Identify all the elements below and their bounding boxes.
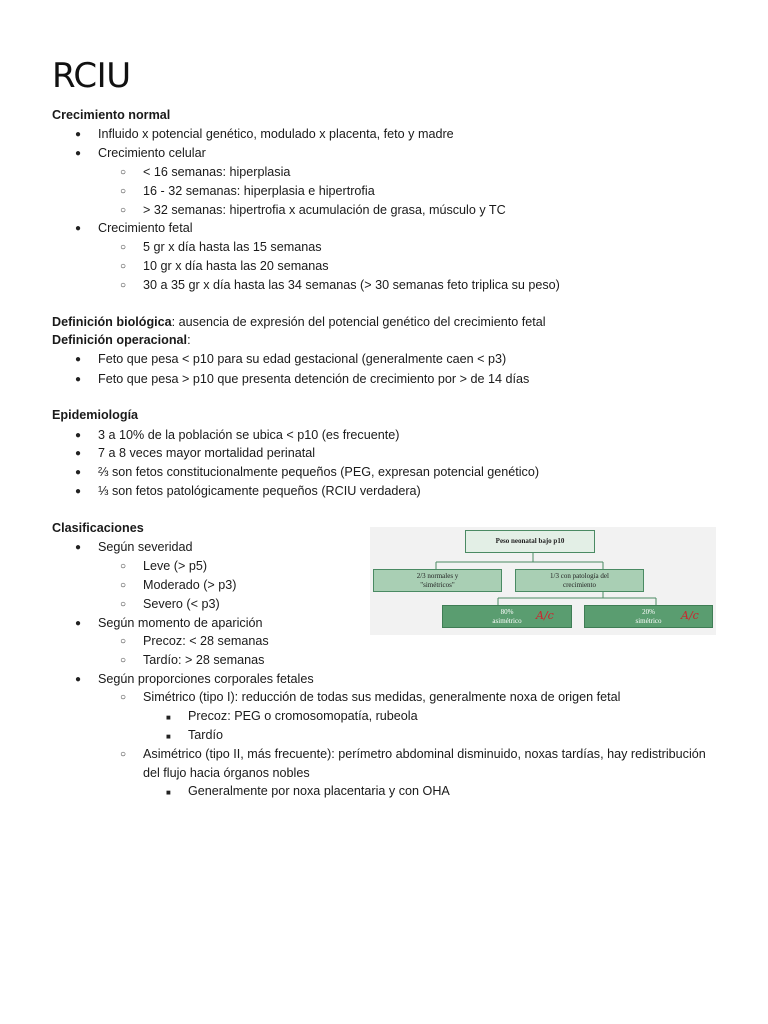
list-item: Moderado (> p3) — [143, 578, 237, 592]
bullet-icon — [120, 655, 126, 666]
section-heading-clasificaciones: Clasificaciones — [52, 521, 144, 535]
list-item: Asimétrico (tipo II, más frecuente): perímetro abdominal disminuido, noxas tardías, hay redistribución — [143, 747, 706, 761]
bullet-icon — [75, 618, 81, 629]
diagram-symmetric-label: simétrico — [635, 616, 662, 625]
list-item: Crecimiento celular — [98, 146, 206, 160]
list-item: 10 gr x día hasta las 20 semanas — [143, 259, 329, 273]
definition-text: : ausencia de expresión del potencial genético del crecimiento fetal — [171, 315, 546, 329]
list-item: Según momento de aparición — [98, 616, 263, 630]
list-item: Tardío: > 28 semanas — [143, 653, 265, 667]
list-item: > 32 semanas: hipertrofia x acumulación de grasa, músculo y TC — [143, 203, 506, 217]
bullet-icon — [120, 636, 126, 647]
list-item: Según severidad — [98, 540, 193, 554]
definition-text: : — [187, 333, 191, 347]
bullet-icon — [75, 129, 81, 140]
bullet-icon — [120, 205, 126, 216]
bullet-icon — [75, 448, 81, 459]
list-item: 5 gr x día hasta las 15 semanas — [143, 240, 322, 254]
definition-biologica — [52, 313, 546, 332]
page-title: RCIU — [52, 56, 131, 96]
bullet-icon — [166, 712, 171, 723]
diagram-right-label-line2: crecimiento — [562, 580, 597, 589]
list-item: Leve (> p5) — [143, 559, 208, 573]
bullet-icon — [75, 674, 81, 685]
list-item: ⅓ son fetos patológicamente pequeños (RCIU verdadera) — [98, 484, 421, 498]
bullet-icon — [166, 787, 171, 798]
bullet-icon — [75, 148, 81, 159]
bullet-icon — [166, 731, 171, 742]
list-item: Precoz: PEG o cromosomopatía, rubeola — [188, 709, 418, 723]
diagram-right-box — [515, 569, 644, 592]
definition-operacional — [52, 331, 191, 350]
list-item: 30 a 35 gr x día hasta las 34 semanas (> 30 semanas feto triplica su peso) — [143, 278, 560, 292]
list-item: < 16 semanas: hiperplasia — [143, 165, 291, 179]
section-heading-crecimiento: Crecimiento normal — [52, 108, 171, 122]
classification-diagram — [370, 527, 716, 635]
bullet-icon — [75, 223, 81, 234]
definition-label: Definición operacional — [52, 333, 188, 347]
bullet-icon — [120, 580, 126, 591]
list-item: Influido x potencial genético, modulado x placenta, feto y madre — [98, 127, 454, 141]
diagram-left-box — [373, 569, 502, 592]
diagram-root-label: Peso neonatal bajo p10 — [495, 537, 565, 546]
diagram-symmetric-pct: 20% — [642, 608, 655, 616]
bullet-icon — [120, 599, 126, 610]
list-item-continuation: del flujo hacia órganos nobles — [143, 766, 310, 780]
list-item: 16 - 32 semanas: hiperplasia e hipertrofia — [143, 184, 375, 198]
bullet-icon — [75, 467, 81, 478]
diagram-asymmetric-pct: 80% — [500, 608, 514, 616]
handwritten-note-asymmetric: A/c — [536, 609, 554, 622]
list-item: ⅔ son fetos constitucionalmente pequeños (PEG, expresan potencial genético) — [98, 465, 540, 479]
list-item: Simétrico (tipo I): reducción de todas sus medidas, generalmente noxa de origen fetal — [143, 690, 621, 704]
diagram-asymmetric-label: asimétrico — [492, 616, 522, 625]
bullet-icon — [120, 692, 126, 703]
bullet-icon — [75, 354, 81, 365]
bullet-icon — [120, 561, 126, 572]
bullet-icon — [120, 186, 126, 197]
list-item: Feto que pesa > p10 que presenta detención de crecimiento por > de 14 días — [98, 372, 530, 386]
diagram-left-label-line2: "simétricos" — [420, 580, 455, 589]
list-item: Tardío — [188, 728, 224, 742]
bullet-icon — [75, 486, 81, 497]
list-item: Generalmente por noxa placentaria y con OHA — [188, 784, 450, 798]
list-item: 3 a 10% de la población se ubica < p10 (es frecuente) — [98, 428, 400, 442]
list-item: Precoz: < 28 semanas — [143, 634, 269, 648]
bullet-icon — [75, 542, 81, 553]
diagram-right-label-line1: 1/3 con patología del — [550, 572, 609, 580]
section-heading-epidemiologia: Epidemiología — [52, 408, 139, 422]
bullet-icon — [120, 261, 126, 272]
definition-label: Definición biológica — [52, 315, 172, 329]
handwritten-note-symmetric: A/c — [681, 609, 699, 622]
bullet-icon — [75, 430, 81, 441]
list-item: Crecimiento fetal — [98, 221, 193, 235]
diagram-root-box — [465, 530, 595, 553]
bullet-icon — [120, 242, 126, 253]
bullet-icon — [120, 167, 126, 178]
bullet-icon — [75, 374, 81, 385]
list-item: Severo (< p3) — [143, 597, 220, 611]
list-item: Feto que pesa < p10 para su edad gestacional (generalmente caen < p3) — [98, 352, 507, 366]
bullet-icon — [120, 280, 126, 291]
diagram-left-label-line1: 2/3 normales y — [416, 572, 459, 580]
list-item: Según proporciones corporales fetales — [98, 672, 314, 686]
bullet-icon — [120, 749, 126, 760]
list-item: 7 a 8 veces mayor mortalidad perinatal — [98, 446, 316, 460]
